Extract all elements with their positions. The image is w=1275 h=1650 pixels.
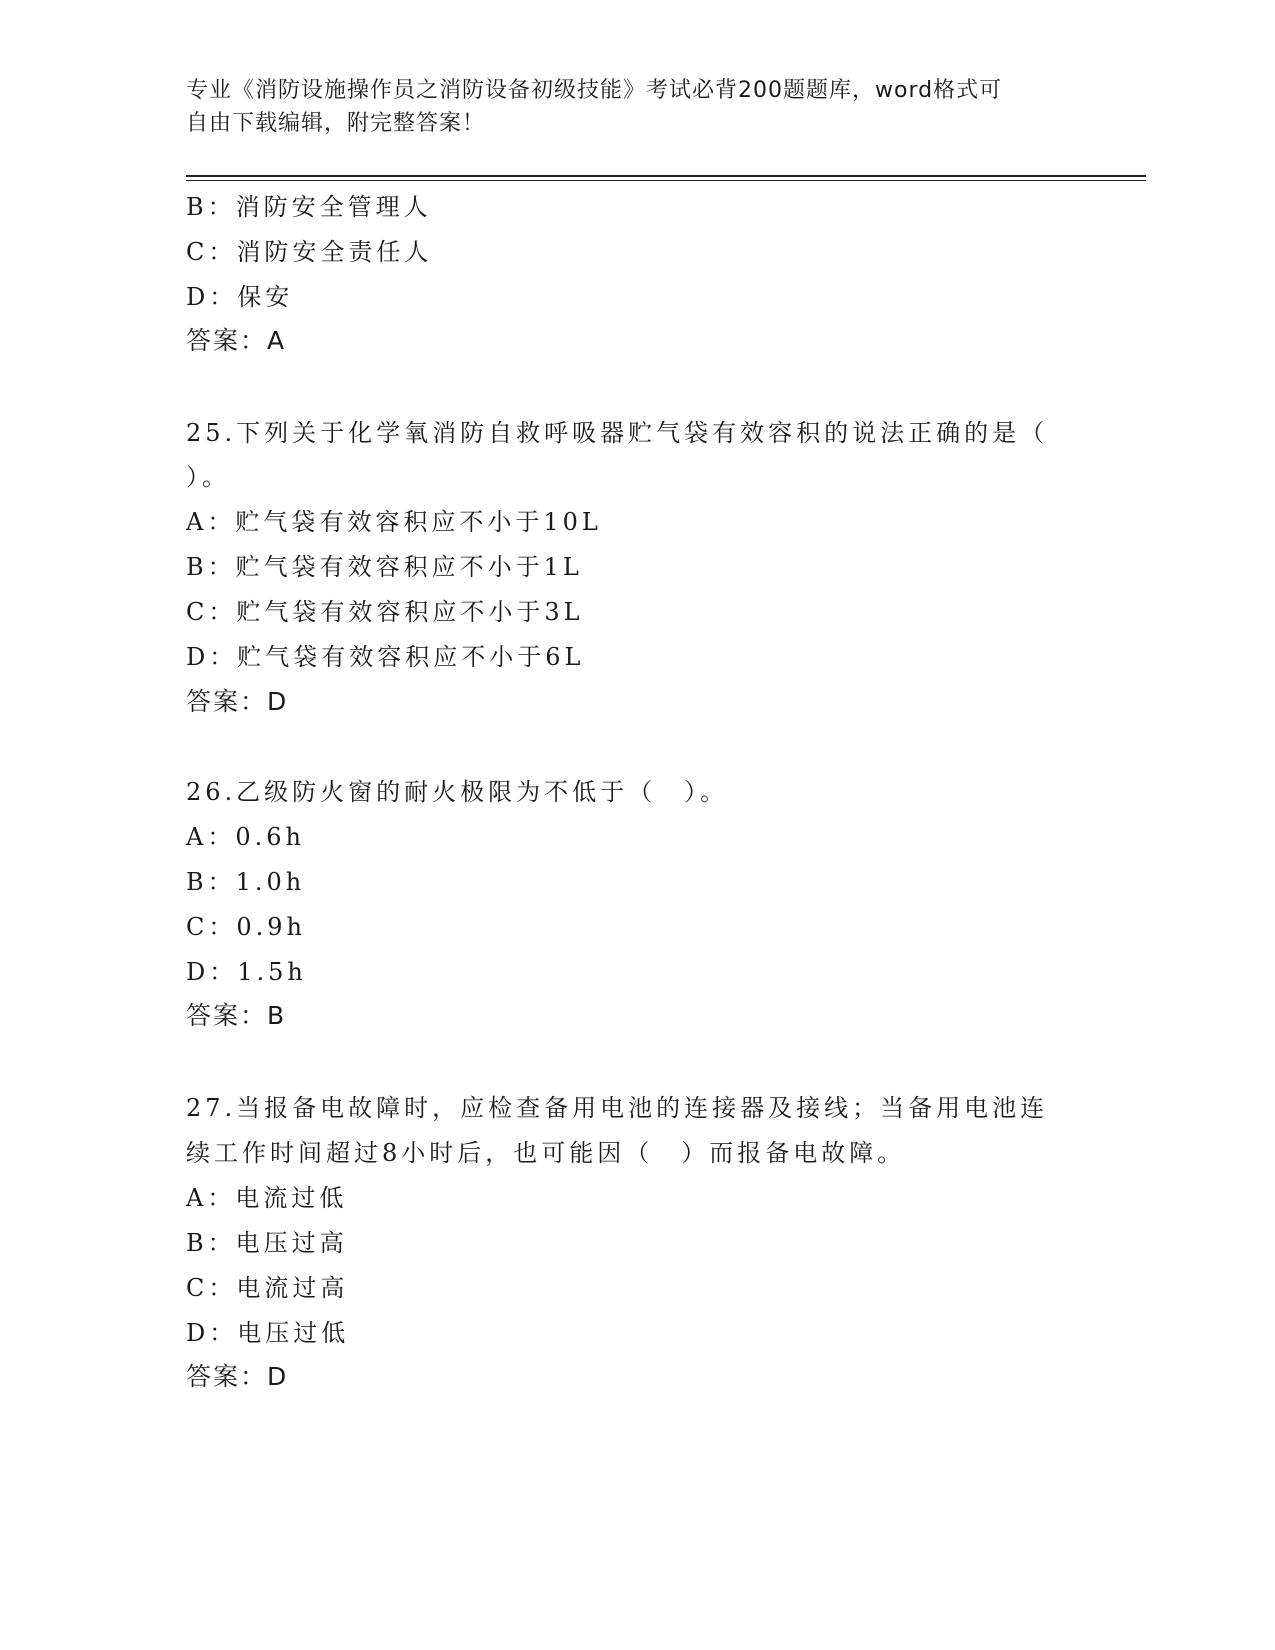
question-26-option-b: B：1.0h [186,868,306,896]
header-divider [186,175,1146,177]
option-d: D：保安 [186,283,294,311]
question-25-stem-line-2: ）。 [186,463,230,491]
question-25-option-d: D：贮气袋有效容积应不小于6L [186,643,585,671]
answer: 答案：A [186,326,287,355]
question-25-answer: 答案：D [186,687,289,716]
question-25-option-a: A：贮气袋有效容积应不小于10L [186,508,602,536]
question-27-option-a: A：电流过低 [186,1184,348,1212]
question-27-stem-line-1: 27.当报备电故障时，应检查备用电池的连接器及接线；当备用电池连 [186,1094,1049,1122]
question-25-option-c: C：贮气袋有效容积应不小于3L [186,598,584,626]
question-26-option-a: A：0.6h [186,823,305,851]
header-line-1: 专业《消防设施操作员之消防设备初级技能》考试必背200题题库，word格式可 [186,78,1003,103]
question-26-option-d: D：1.5h [186,958,307,986]
question-25-option-b: B：贮气袋有效容积应不小于1L [186,553,583,581]
question-26-stem: 26.乙级防火窗的耐火极限为不低于（ ）。 [186,778,729,806]
header-divider-thin [186,180,1146,181]
header-line-2: 自由下载编辑，附完整答案！ [186,111,486,136]
option-c: C：消防安全责任人 [186,238,433,266]
question-27-option-c: C：电流过高 [186,1274,349,1302]
question-27-option-b: B：电压过高 [186,1229,348,1257]
question-26-option-c: C：0.9h [186,913,306,941]
question-26-answer: 答案：B [186,1001,287,1030]
question-27-option-d: D：电压过低 [186,1319,350,1347]
question-27-answer: 答案：D [186,1362,289,1391]
option-b: B：消防安全管理人 [186,193,432,221]
question-25-stem-line-1: 25.下列关于化学氧消防自救呼吸器贮气袋有效容积的说法正确的是（ [186,419,1049,447]
page-header [186,74,1066,140]
question-27-stem-line-2: 续工作时间超过8小时后，也可能因（ ）而报备电故障。 [186,1139,906,1167]
